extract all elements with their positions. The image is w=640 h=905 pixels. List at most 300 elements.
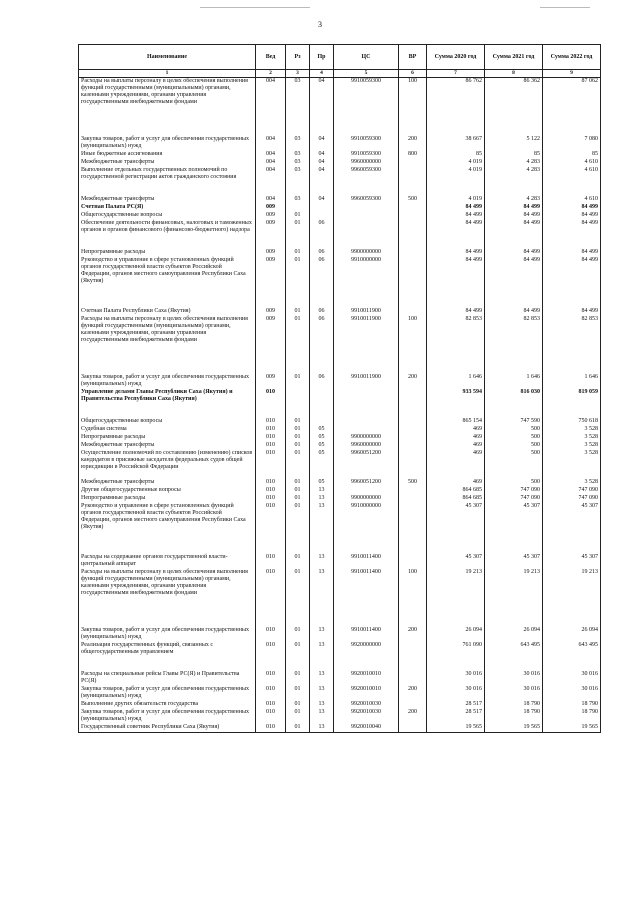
row-pr: 05 — [310, 434, 334, 442]
row-name: Непрограммные расходы — [79, 495, 256, 503]
row-sum-2022: 82 853 — [543, 316, 601, 374]
row-sum-2022: 18 790 — [543, 709, 601, 724]
row-vr — [399, 426, 427, 434]
row-sum-2021: 5 122 — [485, 136, 543, 151]
row-sum-2020: 84 499 — [427, 257, 485, 308]
row-sum-2022: 1 646 — [543, 374, 601, 389]
table-row — [79, 308, 601, 316]
row-cs — [334, 220, 399, 249]
row-sum-2020: 84 499 — [427, 212, 485, 220]
row-sum-2020: 1 646 — [427, 374, 485, 389]
row-name: Закупка товаров, работ и услуг для обеспечения государственных (муниципальных) нужд — [79, 374, 256, 389]
table-row — [79, 554, 601, 569]
row-sum-2020: 45 307 — [427, 503, 485, 554]
row-sum-2022: 4 610 — [543, 159, 601, 167]
row-sum-2020: 84 499 — [427, 249, 485, 257]
row-sum-2021: 86 362 — [485, 78, 543, 137]
row-sum-2021: 84 499 — [485, 308, 543, 316]
row-rz: 01 — [286, 701, 310, 709]
page-number: 3 — [318, 20, 322, 29]
row-name: Счетная Палата РС(Я) — [79, 204, 256, 212]
row-pr: 13 — [310, 642, 334, 671]
row-sum-2020: 4 019 — [427, 167, 485, 196]
row-ved: 004 — [256, 151, 286, 159]
row-sum-2022: 30 016 — [543, 686, 601, 701]
table-body — [79, 78, 601, 733]
row-pr: 05 — [310, 479, 334, 487]
row-cs: 9960059300 — [334, 196, 399, 204]
table-row — [79, 686, 601, 701]
row-vr: 800 — [399, 151, 427, 159]
table-row — [79, 434, 601, 442]
row-sum-2022: 45 307 — [543, 503, 601, 554]
row-pr: 04 — [310, 78, 334, 137]
row-pr: 06 — [310, 257, 334, 308]
row-ved: 009 — [256, 257, 286, 308]
header-ved: Вед — [256, 45, 286, 70]
table-row — [79, 627, 601, 642]
row-vr — [399, 434, 427, 442]
row-sum-2022: 45 307 — [543, 554, 601, 569]
row-ved: 010 — [256, 627, 286, 642]
row-name: Непрограммные расходы — [79, 434, 256, 442]
row-pr: 04 — [310, 151, 334, 159]
row-name: Расходы на содержание органов государственной власти- центральный аппарат — [79, 554, 256, 569]
row-cs — [334, 418, 399, 426]
row-sum-2022: 747 090 — [543, 495, 601, 503]
column-number: 8 — [485, 70, 543, 78]
row-vr — [399, 308, 427, 316]
table-row — [79, 487, 601, 495]
row-vr — [399, 487, 427, 495]
row-rz: 01 — [286, 249, 310, 257]
row-sum-2020: 26 094 — [427, 627, 485, 642]
row-pr: 06 — [310, 308, 334, 316]
row-ved: 004 — [256, 196, 286, 204]
row-ved: 010 — [256, 495, 286, 503]
row-ved: 009 — [256, 212, 286, 220]
table-row — [79, 724, 601, 733]
row-sum-2021: 30 016 — [485, 686, 543, 701]
row-sum-2020: 469 — [427, 434, 485, 442]
row-cs: 9900000000 — [334, 495, 399, 503]
table-row — [79, 495, 601, 503]
row-rz: 01 — [286, 257, 310, 308]
row-vr — [399, 503, 427, 554]
row-sum-2021: 747 590 — [485, 418, 543, 426]
row-cs: 9910000000 — [334, 503, 399, 554]
row-sum-2020: 28 517 — [427, 709, 485, 724]
table-row — [79, 249, 601, 257]
row-ved: 010 — [256, 701, 286, 709]
row-cs: 9920010010 — [334, 686, 399, 701]
row-cs: 9960051200 — [334, 479, 399, 487]
table-row — [79, 78, 601, 137]
scan-artifact-line-right — [540, 7, 590, 8]
row-pr: 13 — [310, 569, 334, 627]
row-sum-2020: 84 499 — [427, 220, 485, 249]
row-pr: 05 — [310, 450, 334, 479]
row-vr — [399, 418, 427, 426]
row-name: Расходы на специальные рейсы Главы РС(Я) и Правительства РС(Я) — [79, 671, 256, 686]
row-sum-2021: 4 283 — [485, 196, 543, 204]
row-cs: 9910000000 — [334, 257, 399, 308]
row-sum-2021: 19 213 — [485, 569, 543, 627]
row-rz: 03 — [286, 159, 310, 167]
row-cs — [334, 204, 399, 212]
row-sum-2022: 3 528 — [543, 479, 601, 487]
row-name: Расходы на выплаты персоналу в целях обеспечения выполнения функций государственными (муниципальными) органами, казенными учреждениями, органами управления государственными внебюджетными фондами — [79, 569, 256, 627]
row-sum-2021: 30 016 — [485, 671, 543, 686]
row-ved: 010 — [256, 642, 286, 671]
row-sum-2021: 85 — [485, 151, 543, 159]
header-sum-2022: Сумма 2022 год — [543, 45, 601, 70]
row-sum-2022: 4 610 — [543, 196, 601, 204]
row-pr — [310, 212, 334, 220]
row-sum-2022: 643 495 — [543, 642, 601, 671]
row-sum-2021: 500 — [485, 426, 543, 434]
row-vr — [399, 442, 427, 450]
row-name: Непрограммные расходы — [79, 249, 256, 257]
row-pr: 13 — [310, 709, 334, 724]
row-sum-2020: 864 685 — [427, 495, 485, 503]
row-pr: 13 — [310, 701, 334, 709]
row-sum-2020: 28 517 — [427, 701, 485, 709]
row-vr — [399, 212, 427, 220]
row-ved: 010 — [256, 479, 286, 487]
row-cs: 9900000000 — [334, 249, 399, 257]
row-ved: 004 — [256, 78, 286, 137]
header-rz: Рз — [286, 45, 310, 70]
row-name: Общегосударственные вопросы — [79, 212, 256, 220]
row-name: Руководство и управление в сфере установленных функций органов государственной власти субъектов Российской Федерации, органов местного самоуправления Республики Саха (Якутия) — [79, 257, 256, 308]
row-name: Расходы на выплаты персоналу в целях обеспечения выполнения функций государственными (муниципальными) органами, казенными учреждениями, органами управления государственными внебюджетными фондами — [79, 78, 256, 137]
row-sum-2020: 82 853 — [427, 316, 485, 374]
column-number: 2 — [256, 70, 286, 78]
row-sum-2021: 747 090 — [485, 487, 543, 495]
table-row — [79, 503, 601, 554]
row-vr — [399, 671, 427, 686]
row-vr: 100 — [399, 316, 427, 374]
row-sum-2021: 643 495 — [485, 642, 543, 671]
row-vr — [399, 159, 427, 167]
table-row — [79, 151, 601, 159]
row-ved: 009 — [256, 220, 286, 249]
table-row — [79, 212, 601, 220]
header-name: Наименование — [79, 45, 256, 70]
row-rz: 01 — [286, 316, 310, 374]
table-row — [79, 479, 601, 487]
row-pr: 13 — [310, 495, 334, 503]
row-sum-2021: 84 499 — [485, 257, 543, 308]
row-ved: 010 — [256, 569, 286, 627]
row-pr — [310, 389, 334, 418]
row-cs — [334, 426, 399, 434]
row-sum-2022: 819 059 — [543, 389, 601, 418]
row-pr: 06 — [310, 316, 334, 374]
row-cs: 9960000000 — [334, 159, 399, 167]
row-sum-2022: 750 618 — [543, 418, 601, 426]
row-sum-2020: 761 090 — [427, 642, 485, 671]
row-rz: 01 — [286, 479, 310, 487]
scan-artifact-line-left — [200, 7, 310, 8]
table-row — [79, 450, 601, 479]
row-sum-2021: 26 094 — [485, 627, 543, 642]
row-vr — [399, 167, 427, 196]
table-row — [79, 389, 601, 418]
row-sum-2020: 469 — [427, 442, 485, 450]
row-sum-2021: 816 030 — [485, 389, 543, 418]
row-pr: 13 — [310, 671, 334, 686]
header-vr: ВР — [399, 45, 427, 70]
header-cs: ЦС — [334, 45, 399, 70]
row-vr: 100 — [399, 78, 427, 137]
row-sum-2020: 19 565 — [427, 724, 485, 733]
row-sum-2022: 85 — [543, 151, 601, 159]
row-sum-2022: 3 528 — [543, 442, 601, 450]
table-row — [79, 167, 601, 196]
row-sum-2022: 84 499 — [543, 249, 601, 257]
row-vr — [399, 701, 427, 709]
row-sum-2022: 18 790 — [543, 701, 601, 709]
row-pr: 04 — [310, 159, 334, 167]
row-cs: 9920010040 — [334, 724, 399, 733]
header-pr: Пр — [310, 45, 334, 70]
row-ved: 009 — [256, 316, 286, 374]
row-sum-2020: 84 499 — [427, 308, 485, 316]
row-sum-2020: 933 594 — [427, 389, 485, 418]
row-pr — [310, 418, 334, 426]
row-ved: 009 — [256, 374, 286, 389]
table-row — [79, 442, 601, 450]
row-vr — [399, 554, 427, 569]
row-pr: 13 — [310, 724, 334, 733]
row-sum-2021: 500 — [485, 450, 543, 479]
row-pr — [310, 204, 334, 212]
row-name: Управление делами Главы Республики Саха (Якутия) и Правительства Республики Саха (Якутия) — [79, 389, 256, 418]
row-cs: 9910011900 — [334, 374, 399, 389]
row-cs: 9920010030 — [334, 709, 399, 724]
row-pr: 06 — [310, 374, 334, 389]
row-rz: 01 — [286, 220, 310, 249]
row-pr: 04 — [310, 167, 334, 196]
row-sum-2021: 1 646 — [485, 374, 543, 389]
row-vr — [399, 389, 427, 418]
row-sum-2022: 3 528 — [543, 434, 601, 442]
row-vr: 200 — [399, 686, 427, 701]
row-rz: 03 — [286, 78, 310, 137]
row-pr: 13 — [310, 686, 334, 701]
row-rz: 01 — [286, 503, 310, 554]
column-number-row — [79, 70, 601, 78]
row-rz: 01 — [286, 686, 310, 701]
row-ved: 010 — [256, 724, 286, 733]
row-sum-2022: 26 094 — [543, 627, 601, 642]
column-number: 5 — [334, 70, 399, 78]
row-ved: 010 — [256, 434, 286, 442]
table-row — [79, 426, 601, 434]
row-cs: 9910011400 — [334, 627, 399, 642]
row-vr: 500 — [399, 196, 427, 204]
row-name: Выполнение отдельных государственных полномочий по государственной регистрации актов гражданского состояния — [79, 167, 256, 196]
row-ved: 010 — [256, 389, 286, 418]
row-sum-2020: 469 — [427, 426, 485, 434]
row-name: Общегосударственные вопросы — [79, 418, 256, 426]
row-cs — [334, 212, 399, 220]
header-sum-2020: Сумма 2020 год — [427, 45, 485, 70]
row-vr — [399, 257, 427, 308]
row-sum-2022: 84 499 — [543, 212, 601, 220]
budget-table — [78, 44, 601, 733]
row-cs: 9910011900 — [334, 316, 399, 374]
row-ved: 009 — [256, 308, 286, 316]
row-sum-2020: 86 762 — [427, 78, 485, 137]
row-rz: 01 — [286, 627, 310, 642]
row-rz: 03 — [286, 167, 310, 196]
row-sum-2022: 19 565 — [543, 724, 601, 733]
row-rz: 01 — [286, 450, 310, 479]
row-name: Межбюджетные трансферты — [79, 442, 256, 450]
row-ved: 010 — [256, 671, 286, 686]
row-ved: 010 — [256, 686, 286, 701]
column-number: 9 — [543, 70, 601, 78]
row-name: Осуществление полномочий по составлению (изменению) списков кандидатов в присяжные заседатели федеральных судов общей юрисдикции в Российской Федерации — [79, 450, 256, 479]
row-name: Руководство и управление в сфере установленных функций органов государственной власти субъектов Российской Федерации, органов местного самоуправления Республики Саха (Якутия) — [79, 503, 256, 554]
row-name: Счетная Палата Республики Саха (Якутия) — [79, 308, 256, 316]
row-rz: 01 — [286, 569, 310, 627]
row-pr: 13 — [310, 487, 334, 495]
row-cs: 9920000000 — [334, 642, 399, 671]
row-vr — [399, 495, 427, 503]
row-sum-2022: 84 499 — [543, 204, 601, 212]
row-vr — [399, 450, 427, 479]
row-cs: 9960051200 — [334, 450, 399, 479]
table-row — [79, 374, 601, 389]
row-sum-2022: 747 090 — [543, 487, 601, 495]
table-row — [79, 159, 601, 167]
row-rz: 01 — [286, 426, 310, 434]
row-sum-2020: 469 — [427, 450, 485, 479]
table-row — [79, 418, 601, 426]
row-sum-2020: 4 019 — [427, 159, 485, 167]
row-sum-2022: 7 080 — [543, 136, 601, 151]
row-pr: 13 — [310, 627, 334, 642]
row-sum-2021: 4 283 — [485, 159, 543, 167]
row-rz: 03 — [286, 151, 310, 159]
row-pr: 05 — [310, 442, 334, 450]
row-pr: 04 — [310, 136, 334, 151]
row-rz: 01 — [286, 418, 310, 426]
row-sum-2022: 4 610 — [543, 167, 601, 196]
row-sum-2020: 30 016 — [427, 686, 485, 701]
row-ved: 010 — [256, 503, 286, 554]
row-vr: 200 — [399, 374, 427, 389]
row-name: Закупка товаров, работ и услуг для обеспечения государственных (муниципальных) нужд — [79, 627, 256, 642]
row-sum-2020: 865 154 — [427, 418, 485, 426]
row-vr: 200 — [399, 627, 427, 642]
row-ved: 010 — [256, 418, 286, 426]
row-ved: 010 — [256, 426, 286, 434]
row-sum-2021: 45 307 — [485, 503, 543, 554]
column-number: 3 — [286, 70, 310, 78]
row-cs: 9910059300 — [334, 151, 399, 159]
row-sum-2021: 500 — [485, 434, 543, 442]
row-name: Государственный советник Республики Саха (Якутия) — [79, 724, 256, 733]
row-sum-2021: 500 — [485, 479, 543, 487]
row-sum-2021: 82 853 — [485, 316, 543, 374]
row-rz: 01 — [286, 724, 310, 733]
table-header — [79, 45, 601, 78]
row-pr: 05 — [310, 426, 334, 434]
row-sum-2021: 18 790 — [485, 701, 543, 709]
row-rz: 03 — [286, 136, 310, 151]
row-rz — [286, 204, 310, 212]
row-sum-2020: 38 667 — [427, 136, 485, 151]
row-sum-2022: 3 528 — [543, 426, 601, 434]
row-sum-2021: 84 499 — [485, 220, 543, 249]
row-ved: 010 — [256, 709, 286, 724]
row-sum-2020: 469 — [427, 479, 485, 487]
row-cs: 9920010030 — [334, 701, 399, 709]
row-ved: 004 — [256, 136, 286, 151]
table-row — [79, 316, 601, 374]
row-sum-2020: 45 307 — [427, 554, 485, 569]
row-vr — [399, 642, 427, 671]
table-row — [79, 196, 601, 204]
row-vr — [399, 249, 427, 257]
row-rz: 01 — [286, 642, 310, 671]
row-cs: 9910011400 — [334, 554, 399, 569]
row-cs: 9960000000 — [334, 442, 399, 450]
row-sum-2021: 45 307 — [485, 554, 543, 569]
column-number: 4 — [310, 70, 334, 78]
row-ved: 009 — [256, 249, 286, 257]
row-sum-2022: 87 062 — [543, 78, 601, 137]
row-ved: 010 — [256, 442, 286, 450]
row-cs: 9910059300 — [334, 136, 399, 151]
row-name: Расходы на выплаты персоналу в целях обеспечения выполнения функций государственными (муниципальными) органами, казенными учреждениями, органами управления государственными внебюджетными фондами — [79, 316, 256, 374]
row-ved: 010 — [256, 487, 286, 495]
row-cs: 9960059300 — [334, 167, 399, 196]
row-name: Закупка товаров, работ и услуг для обеспечения государственных (муниципальных) нужд — [79, 686, 256, 701]
row-sum-2022: 84 499 — [543, 220, 601, 249]
row-vr — [399, 724, 427, 733]
row-vr: 500 — [399, 479, 427, 487]
row-name: Судебная система — [79, 426, 256, 434]
table-row — [79, 671, 601, 686]
row-sum-2021: 84 499 — [485, 212, 543, 220]
row-ved: 004 — [256, 167, 286, 196]
row-name: Иные бюджетные ассигнования — [79, 151, 256, 159]
row-rz: 01 — [286, 434, 310, 442]
row-rz: 01 — [286, 554, 310, 569]
table-row — [79, 257, 601, 308]
row-rz: 03 — [286, 196, 310, 204]
row-ved: 004 — [256, 159, 286, 167]
row-name: Другие общегосударственные вопросы — [79, 487, 256, 495]
table-row — [79, 642, 601, 671]
row-sum-2021: 84 499 — [485, 204, 543, 212]
row-cs — [334, 389, 399, 418]
row-pr: 13 — [310, 503, 334, 554]
row-sum-2021: 747 090 — [485, 495, 543, 503]
table-row — [79, 220, 601, 249]
row-name: Обеспечение деятельности финансовых, налоговых и таможенных органов и органов финансового (финансово-бюджетного) надзора — [79, 220, 256, 249]
row-name: Закупка товаров, работ и услуг для обеспечения государственных (муниципальных) нужд — [79, 709, 256, 724]
row-sum-2020: 864 685 — [427, 487, 485, 495]
row-vr: 200 — [399, 136, 427, 151]
header-sum-2021: Сумма 2021 год — [485, 45, 543, 70]
